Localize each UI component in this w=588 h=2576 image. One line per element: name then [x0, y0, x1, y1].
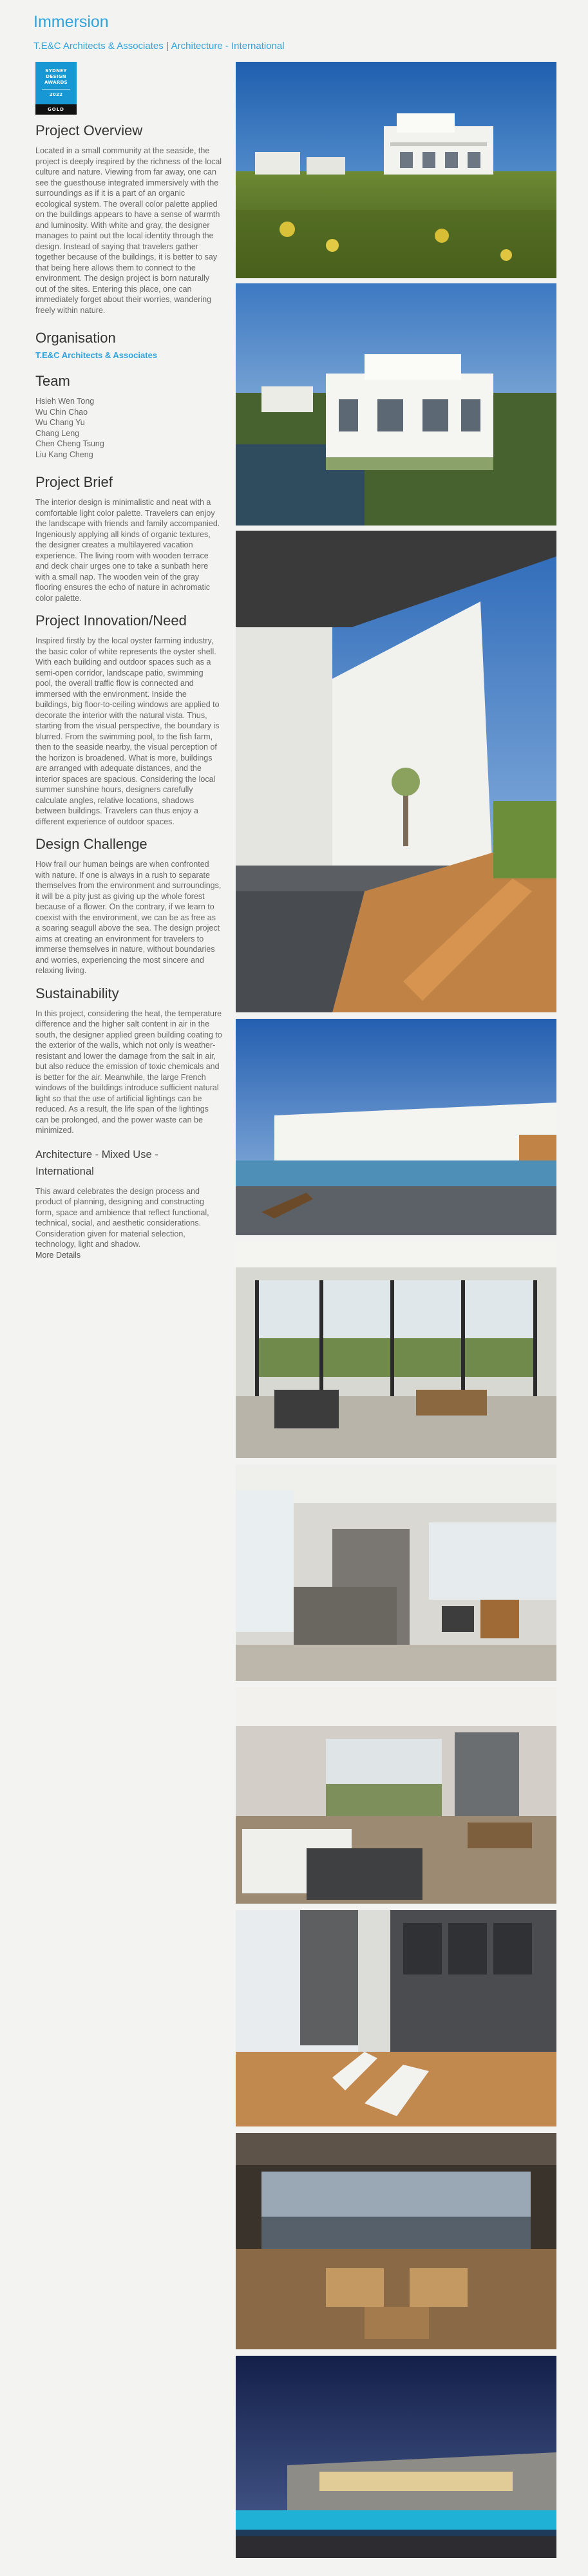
category-link[interactable]: Architecture - International — [171, 41, 285, 52]
more-details-link[interactable]: More Details — [35, 1250, 81, 1260]
overview-heading: Project Overview — [35, 122, 143, 138]
team-member: Hsieh Wen Tong — [35, 397, 95, 406]
team-list — [35, 396, 222, 460]
subtitle-separator: | — [166, 41, 169, 52]
innovation-heading: Project Innovation/Need — [35, 612, 187, 629]
badge-line: AWARDS — [44, 80, 68, 85]
photo-aerial-image — [236, 283, 556, 526]
overview-text: Located in a small community at the seaside, the project is deeply inspired by the richness of the local culture and nature. Viewing from far away, one can see the guesthouse integrated immersively with the surroundings as if it is a part of an organic ecological system. The overall color palette applied on the buildings appears to have a sense of warmth and luminosity. With white and gray, the designer manages to paint out the local identity through the design. Instead of saying that travelers gather together because of the buildings, it is better to say that being here allows them to connect to the environment. The design project is born naturally out of the sites. Entering this place, one can immediately forget about their worries, wandering freely within nature. — [35, 146, 222, 315]
project-photo-lounge[interactable] — [236, 2133, 556, 2349]
photo-courtyard-image — [236, 531, 556, 1012]
team-member: Wu Chin Chao — [35, 407, 88, 417]
team-member: Chang Leng — [35, 428, 80, 438]
badge-year: 2022 — [49, 92, 63, 97]
award-badge — [35, 62, 77, 115]
project-details — [35, 122, 222, 1260]
badge-divider — [42, 89, 70, 90]
photo-pool-image — [236, 1019, 556, 1235]
organisation-link[interactable]: T.E&C Architects & Associates — [35, 350, 158, 360]
photo-lounge-image — [236, 2133, 556, 2349]
project-photo-exterior-garden[interactable] — [236, 62, 556, 278]
project-photo-night-pool[interactable] — [236, 2356, 556, 2558]
badge-level: GOLD — [35, 104, 77, 115]
challenge-text: How frail our human beings are when confronted with nature. If one is always in a rush to separate themselves from the environment and surroundings, it will be a pity just as giving up the whole forest because of a flower. On the contrary, if we learn to coexist with the environment, we can be as free as a soaring seagull above the sea. The design project aims at creating an environment for travelers to immerse themselves in nature, without boundaries and worries, experiencing the most sincere and relaxing living. — [35, 860, 222, 975]
sustainability-heading: Sustainability — [35, 985, 119, 1001]
award-category — [35, 1146, 222, 1180]
team-member: Liu Kang Cheng — [35, 450, 93, 459]
photo-exterior-garden-image — [236, 62, 556, 278]
team-member: Chen Cheng Tsung — [35, 439, 104, 448]
firm-link[interactable]: T.E&C Architects & Associates — [33, 41, 164, 52]
photo-bedroom-image — [236, 1687, 556, 1904]
badge-line: DESIGN — [46, 74, 66, 79]
project-photo-living-room[interactable] — [236, 1242, 556, 1458]
photo-deck-image — [236, 1910, 556, 2126]
team-heading: Team — [35, 373, 70, 389]
photo-kitchen-image — [236, 1464, 556, 1681]
sustainability-text: In this project, considering the heat, the temperature difference and the higher salt content in air in the south, the designer applied green building coating to the exterior of the walls, which not only is weather-resistant and lower the damage from the salt in air, but also reduce the emission of toxic chemicals and is better for the air. Meanwhile, the large French windows of the buildings introduce sufficient natural light so that the use of artificial lightings can be reduced. As a result, the life span of the lightings can be prolonged, and the power waste can be minimized. — [35, 1009, 222, 1135]
project-photo-aerial[interactable] — [236, 283, 556, 526]
award-text: This award celebrates the design process and product of planning, designing and constructing form, space and ambience that reflect functional, technical, social, and aesthetic considerations. Consideration given for material selection, technology, light and shadow. — [35, 1186, 209, 1249]
project-photo-pool[interactable] — [236, 1019, 556, 1235]
team-member: Wu Chang Yu — [35, 418, 85, 427]
innovation-text: Inspired firstly by the local oyster farming industry, the basic color of white represents the oyster shell. With each building and outdoor spaces such as a semi-open corridor, landscape patio, swimming pool, the overall traffic flow is connected and immersed with the environment. Inside the buildings, big floor-to-ceiling windows are applied to decorate the interior with the natural vista. Thus, starting from the visual perspective, the boundary is blurred. From the swimming pool, to the fish farm, then to the seaside nearby, the visual perception of the horizon is broadened. What is more, buildings are arranged with adequate distances, and the interior spaces are spacious. Considering the local summer sunshine hours, designers carefully calculate angles, relative locations, shadows between buildings. Travelers can thus enjoy a different experience of outdoor spaces. — [35, 636, 220, 826]
brief-heading: Project Brief — [35, 474, 113, 490]
project-subtitle — [33, 41, 285, 52]
photo-night-pool-image — [236, 2356, 556, 2558]
project-photo-deck[interactable] — [236, 1910, 556, 2126]
photo-living-room-image — [236, 1242, 556, 1458]
award-heading-line2: International — [35, 1165, 94, 1177]
brief-text: The interior design is minimalistic and neat with a comfortable light color palette. Travelers can enjoy the landscape with friends and family accompanied. Ingeniously applying all kinds of organic textures, the designer creates a multilayered vacation experience. The living room with wooden terrace and deck chair urges one to take a sunbath here with a small nap. The wooden vein of the gray flooring ensures the echo of nature in achromatic color palette. — [35, 498, 220, 603]
award-heading-line1: Architecture - Mixed Use - — [35, 1148, 158, 1160]
organisation-heading: Organisation — [35, 330, 116, 346]
challenge-heading: Design Challenge — [35, 836, 147, 852]
project-title: Immersion — [33, 13, 109, 31]
badge-line: SYDNEY — [45, 68, 67, 73]
project-photo-courtyard[interactable] — [236, 531, 556, 1012]
project-photo-bedroom[interactable] — [236, 1687, 556, 1904]
project-photo-kitchen[interactable] — [236, 1464, 556, 1681]
